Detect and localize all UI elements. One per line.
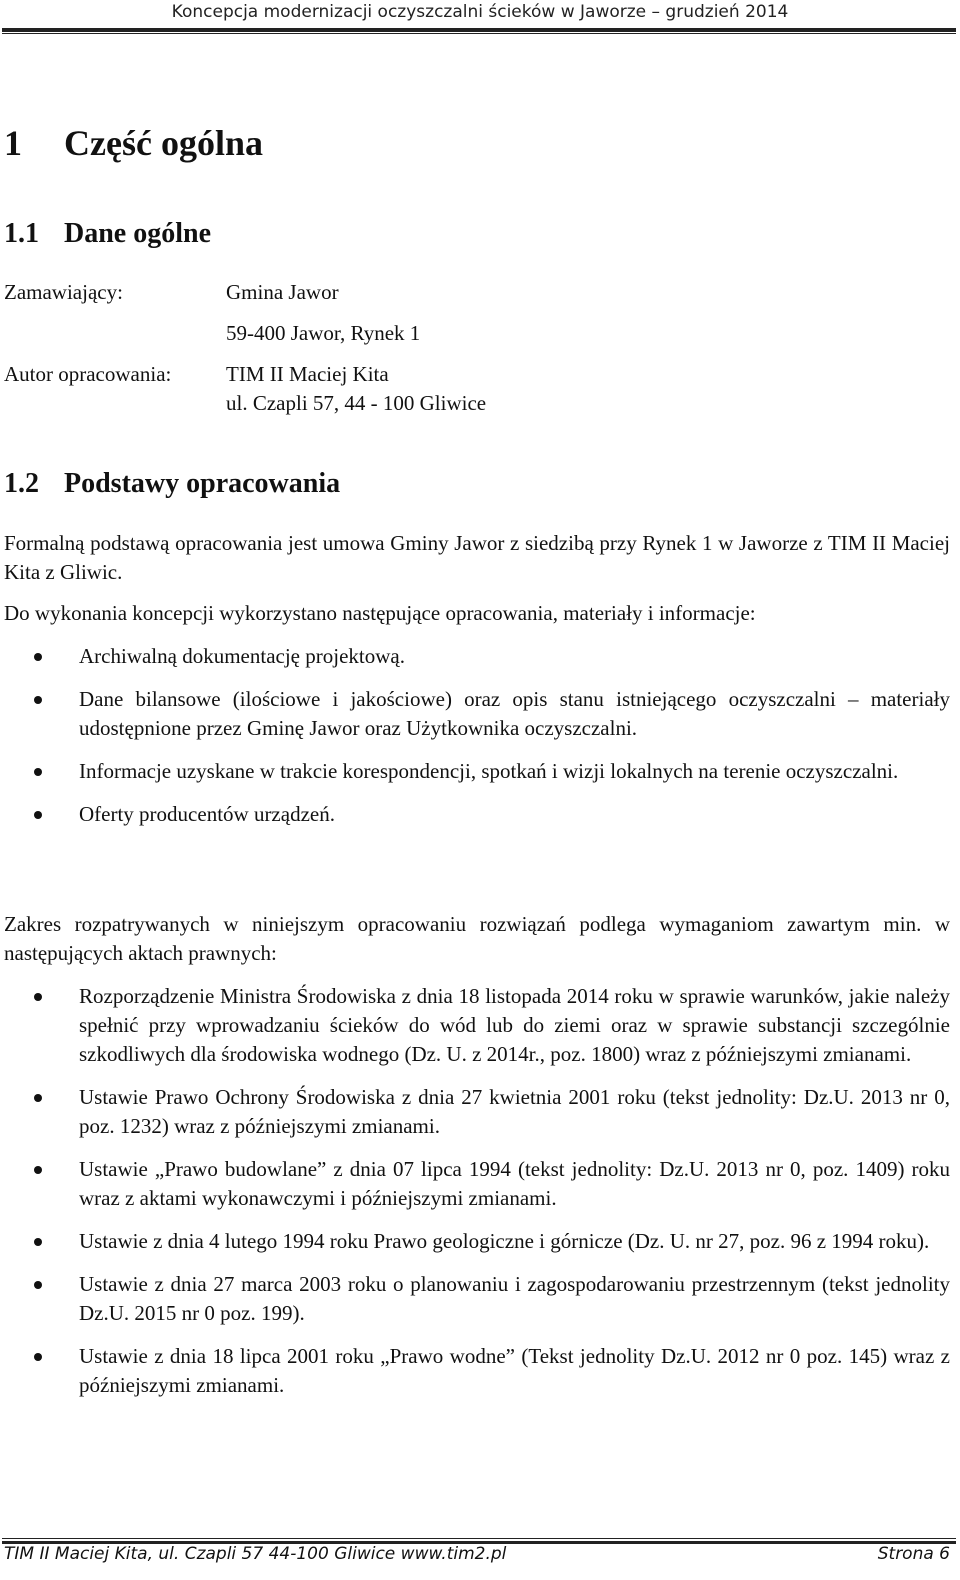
bullet-icon <box>34 768 42 776</box>
paragraph-legal-intro: Zakres rozpatrywanych w niniejszym opracowaniu rozwiązań podlega wymaganiom zawartym min. w następujących aktach prawnych: <box>4 912 950 965</box>
client-label: Zamawiający: <box>4 280 123 304</box>
author-label: Autor opracowania: <box>4 362 172 386</box>
bullet-icon <box>34 993 42 1001</box>
section-number: 1.1 <box>4 218 39 249</box>
section-1-1-heading <box>4 218 211 250</box>
header-rule <box>2 28 956 32</box>
sources-list <box>4 642 950 829</box>
list-item: Informacje uzyskane w trakcie korespondencji, spotkań i wizji lokalnych na terenie oczyszczalni. <box>4 757 950 786</box>
client-address: 59-400 Jawor, Rynek 1 <box>226 321 421 345</box>
bullet-icon <box>34 1281 42 1289</box>
author-name: TIM II Maciej Kita <box>226 362 389 386</box>
paragraph-basis: Formalną podstawą opracowania jest umowa Gminy Jawor z siedzibą przy Rynek 1 w Jaworze z TIM II Maciej Kita z Gliwic. <box>4 531 950 584</box>
section-number: 1 <box>4 123 22 163</box>
section-title: Podstawy opracowania <box>64 468 341 499</box>
bullet-icon <box>34 1353 42 1361</box>
header-rule-thin <box>2 33 956 34</box>
bullet-icon <box>34 1238 42 1246</box>
section-number: 1.2 <box>4 468 39 499</box>
list-item: Oferty producentów urządzeń. <box>4 800 950 829</box>
list-item: Dane bilansowe (ilościowe i jakościowe) oraz opis stanu istniejącego oczyszczalni – materiały udostępnione przez Gminę Jawor oraz Użytkownika oczyszczalni. <box>4 685 950 743</box>
list-item: Rozporządzenie Ministra Środowiska z dnia 18 listopada 2014 roku w sprawie warunków, jakie należy spełnić przy wprowadzaniu ścieków do wód lub do ziemi oraz w sprawie substancji szczególnie szkodliwych dla środowiska wodnego (Dz. U. z 2014r., poz. 1800) wraz z późniejszymi zmianami. <box>4 982 950 1069</box>
list-item: Ustawie Prawo Ochrony Środowiska z dnia 27 kwietnia 2001 roku (tekst jednolity: Dz.U. 2013 nr 0, poz. 1232) wraz z późniejszymi zmianami. <box>4 1083 950 1141</box>
list-item: Ustawie „Prawo budowlane” z dnia 07 lipca 1994 (tekst jednolity: Dz.U. 2013 nr 0, poz. 1409) roku wraz z aktami wykonawczymi i późniejszymi zmianami. <box>4 1155 950 1213</box>
author-address: ul. Czapli 57, 44 - 100 Gliwice <box>226 391 487 415</box>
running-header: Koncepcja modernizacji oczyszczalni ścieków w Jaworze – grudzień 2014 <box>171 2 789 22</box>
bullet-icon <box>34 653 42 661</box>
section-1-2-heading <box>4 468 340 500</box>
client-name: Gmina Jawor <box>226 280 339 304</box>
bullet-icon <box>34 696 42 704</box>
bullet-icon <box>34 1166 42 1174</box>
list-item: Ustawie z dnia 4 lutego 1994 roku Prawo geologiczne i górnicze (Dz. U. nr 27, poz. 96 z 1994 roku). <box>4 1227 950 1256</box>
legal-acts-list <box>4 982 950 1400</box>
footer-company: TIM II Maciej Kita, ul. Czapli 57 44-100 Gliwice www.tim2.pl <box>4 1544 507 1564</box>
page-number: Strona 6 <box>877 1544 950 1564</box>
footer-rule-thin <box>2 1538 956 1539</box>
section-1-heading <box>4 122 263 164</box>
section-title: Dane ogólne <box>64 218 211 249</box>
paragraph-sources-intro: Do wykonania koncepcji wykorzystano następujące opracowania, materiały i informacje: <box>4 601 756 625</box>
bullet-icon <box>34 811 42 819</box>
list-item: Ustawie z dnia 27 marca 2003 roku o planowaniu i zagospodarowaniu przestrzennym (tekst jednolity Dz.U. 2015 nr 0 poz. 199). <box>4 1270 950 1328</box>
list-item: Archiwalną dokumentację projektową. <box>4 642 950 671</box>
section-title: Część ogólna <box>64 123 263 163</box>
list-item: Ustawie z dnia 18 lipca 2001 roku „Prawo wodne” (Tekst jednolity Dz.U. 2012 nr 0 poz. 145) wraz z późniejszymi zmianami. <box>4 1342 950 1400</box>
bullet-icon <box>34 1094 42 1102</box>
